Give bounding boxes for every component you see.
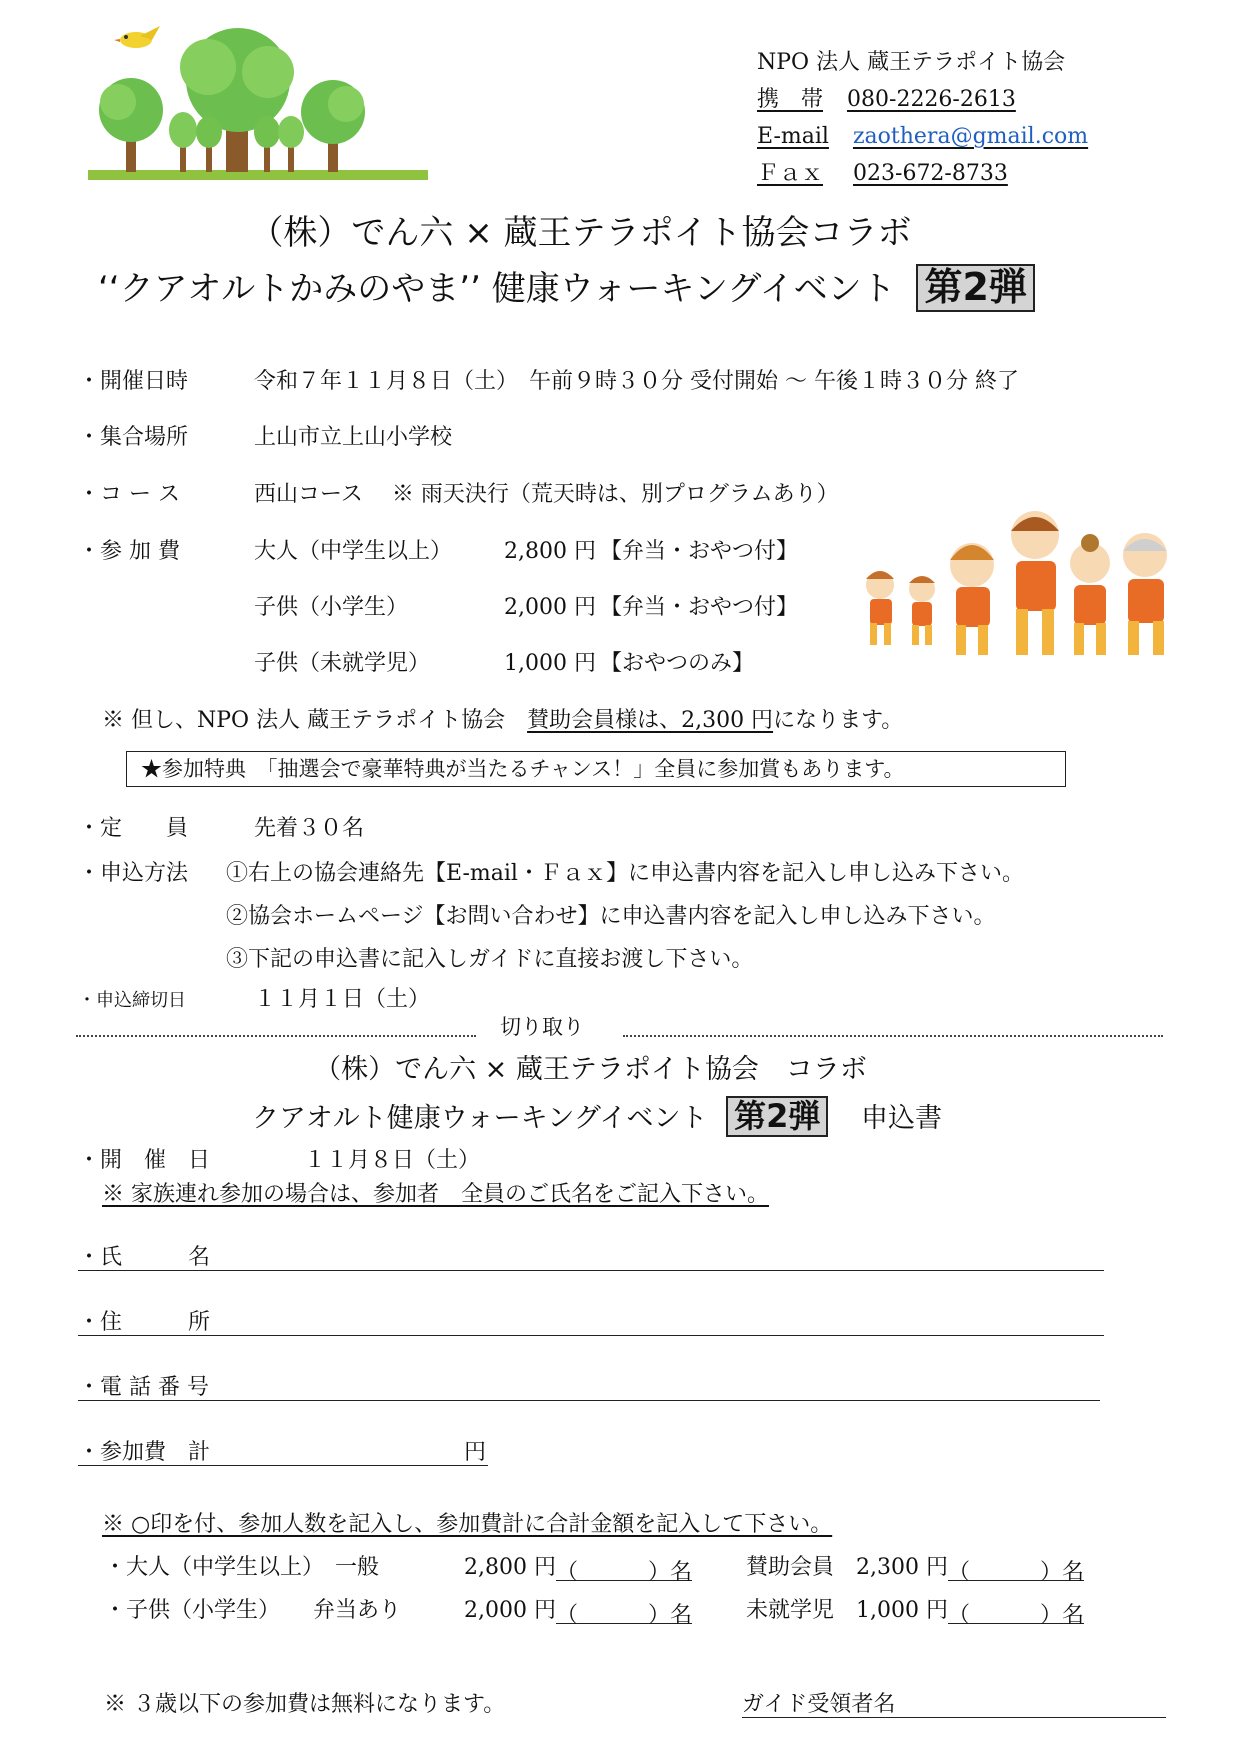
title-line2: ‘‘クアオルトかみのやま’’ 健康ウォーキングイベント bbox=[98, 269, 896, 309]
member-label: 賛助会員 bbox=[746, 1555, 835, 1580]
member-note bbox=[102, 703, 903, 734]
form-edition-badge: 第2弾 bbox=[726, 1096, 828, 1137]
fee-price: 1,000 円 bbox=[504, 651, 596, 676]
apply-item: ①右上の協会連絡先【E-mail・Ｆａｘ】に申込書内容を記入し申し込み下さい。 bbox=[226, 861, 1024, 886]
fee-row bbox=[254, 590, 798, 621]
benefit-text: ★参加特典 「抽選会で豪華特典が当たるチャンス！」全員に参加賞もあります。 bbox=[141, 757, 905, 781]
fee-price: 2,000 円 bbox=[504, 595, 596, 620]
address-label: ・住 所 bbox=[78, 1310, 211, 1335]
adult-label: ・大人（中学生以上） 一般 bbox=[104, 1555, 380, 1580]
family-note: ※ 家族連れ参加の場合は、参加者 全員のご氏名をご記入下さい。 bbox=[102, 1182, 769, 1207]
member-price: 2,300 円 bbox=[856, 1555, 948, 1580]
form-title-line2 bbox=[252, 1096, 942, 1137]
date-row bbox=[78, 364, 1019, 395]
capacity-label: ・定 員 bbox=[78, 816, 189, 841]
cut-line-right bbox=[623, 1035, 1163, 1037]
benefit-box bbox=[126, 751, 1066, 787]
fax-label: Ｆａｘ bbox=[757, 161, 824, 186]
deadline-label: ・申込締切日 bbox=[78, 990, 186, 1011]
cut-line-left bbox=[76, 1035, 476, 1037]
count-unit: ）名 bbox=[647, 1603, 692, 1628]
course-value: 西山コース ※ 雨天決行（荒天時は、別プログラムあり） bbox=[254, 482, 839, 507]
apply-item: ③下記の申込書に記入しガイドに直接お渡し下さい。 bbox=[226, 947, 754, 972]
edition-badge: 第2弾 bbox=[916, 264, 1034, 312]
title-line1: （株）でん六 × 蔵王テラポイト協会コラボ bbox=[249, 213, 912, 253]
adult-price: 2,800 円 bbox=[464, 1555, 556, 1580]
email-row bbox=[757, 118, 1088, 155]
phone-number: 080-2226-2613 bbox=[847, 87, 1016, 112]
child-count-field[interactable]: （ ）名 bbox=[556, 1598, 692, 1624]
date-label: ・開催日時 bbox=[78, 369, 189, 394]
form-date-row bbox=[78, 1143, 480, 1174]
preschool-row bbox=[746, 1593, 1084, 1628]
contact-block bbox=[757, 44, 1088, 192]
place-value: 上山市立上山小学校 bbox=[254, 425, 453, 450]
count-unit: ）名 bbox=[647, 1560, 692, 1585]
fee-price: 2,800 円 bbox=[504, 539, 596, 564]
member-note-suffix: になります。 bbox=[773, 708, 904, 733]
member-note-highlight: 賛助会員様は、2,300 円 bbox=[527, 708, 774, 733]
course-label: ・コ ー ス bbox=[78, 482, 180, 507]
child-price: 2,000 円 bbox=[464, 1598, 556, 1623]
date-value: 令和７年１１月８日（土） 午前９時３０分 受付開始 ～ 午後１時３０分 終了 bbox=[254, 369, 1019, 394]
form-title-suffix: 申込書 bbox=[860, 1103, 942, 1134]
total-field[interactable] bbox=[78, 1465, 488, 1466]
fee-who: 子供（未就学児） bbox=[254, 651, 431, 676]
fee-note: 【おやつのみ】 bbox=[600, 651, 755, 676]
phone-label: 携 帯 bbox=[757, 87, 824, 112]
instruction-note: ※ ○印を付、参加人数を記入し、参加費計に合計金額を記入して下さい。 bbox=[102, 1512, 833, 1537]
fee-note: 【弁当・おやつ付】 bbox=[600, 595, 799, 620]
preschool-count-field[interactable]: （ ）名 bbox=[948, 1598, 1084, 1624]
member-count-field[interactable]: （ ）名 bbox=[948, 1555, 1084, 1581]
fax-row bbox=[757, 155, 1088, 192]
fee-who: 子供（小学生） bbox=[254, 595, 409, 620]
child-label: ・子供（小学生） 弁当あり bbox=[104, 1598, 402, 1623]
course-row bbox=[78, 477, 839, 508]
phone-field[interactable] bbox=[78, 1400, 1100, 1401]
fee-row bbox=[254, 646, 754, 677]
place-row bbox=[78, 420, 452, 451]
adult-count-field[interactable]: （ ）名 bbox=[556, 1555, 692, 1581]
free-note: ※ ３歳以下の参加費は無料になります。 bbox=[104, 1692, 506, 1717]
fee-row bbox=[254, 534, 798, 565]
address-field[interactable] bbox=[78, 1335, 1104, 1336]
total-label: ・参加費 計 bbox=[78, 1440, 211, 1465]
preschool-label: 未就学児 bbox=[746, 1598, 835, 1623]
count-unit: ）名 bbox=[1039, 1603, 1084, 1628]
fee-note: 【弁当・おやつ付】 bbox=[600, 539, 799, 564]
count-unit: ）名 bbox=[1039, 1560, 1084, 1585]
phone-label: ・電 話 番 号 bbox=[78, 1375, 209, 1400]
name-label: ・氏 名 bbox=[78, 1245, 211, 1270]
form-date-value: １１月８日（土） bbox=[304, 1148, 481, 1173]
fax-number: 023-672-8733 bbox=[853, 161, 1008, 186]
trees-illustration bbox=[88, 22, 428, 182]
fee-label: ・参 加 費 bbox=[78, 539, 180, 564]
guide-label: ガイド受領者名 bbox=[742, 1692, 896, 1717]
form-title-text: クアオルト健康ウォーキングイベント bbox=[252, 1103, 708, 1134]
member-note-prefix: ※ 但し、NPO 法人 蔵王テラポイト協会 bbox=[102, 708, 528, 733]
family-walking-illustration bbox=[850, 505, 1190, 665]
capacity-value: 先着３０名 bbox=[254, 816, 365, 841]
child-row bbox=[104, 1593, 692, 1628]
fee-who: 大人（中学生以上） bbox=[254, 539, 453, 564]
title-line2-wrap bbox=[98, 261, 1035, 312]
total-yen: 円 bbox=[464, 1440, 487, 1465]
capacity-row bbox=[78, 811, 364, 842]
adult-row bbox=[104, 1550, 692, 1585]
preschool-price: 1,000 円 bbox=[856, 1598, 948, 1623]
form-title-line1: （株）でん六 × 蔵王テラポイト協会 コラボ bbox=[314, 1054, 867, 1085]
email-link[interactable]: zaothera@gmail.com bbox=[852, 124, 1089, 149]
page-title bbox=[0, 205, 1241, 309]
form-date-label: ・開 催 日 bbox=[78, 1148, 211, 1173]
org-name: NPO 法人 蔵王テラポイト協会 bbox=[757, 50, 1066, 75]
name-field[interactable] bbox=[78, 1270, 1104, 1271]
deadline-row bbox=[78, 982, 430, 1013]
apply-label: ・申込方法 bbox=[78, 861, 189, 886]
guide-signature-field[interactable] bbox=[742, 1717, 1166, 1718]
phone-row bbox=[757, 81, 1088, 118]
email-label: E-mail bbox=[757, 124, 829, 149]
deadline-value: １１月１日（土） bbox=[254, 987, 431, 1012]
bird-icon bbox=[114, 26, 160, 48]
cut-label: 切り取り bbox=[500, 1015, 584, 1039]
apply-item: ②協会ホームページ【お問い合わせ】に申込書内容を記入し申し込み下さい。 bbox=[226, 904, 996, 929]
place-label: ・集合場所 bbox=[78, 425, 189, 450]
member-row bbox=[746, 1550, 1084, 1585]
